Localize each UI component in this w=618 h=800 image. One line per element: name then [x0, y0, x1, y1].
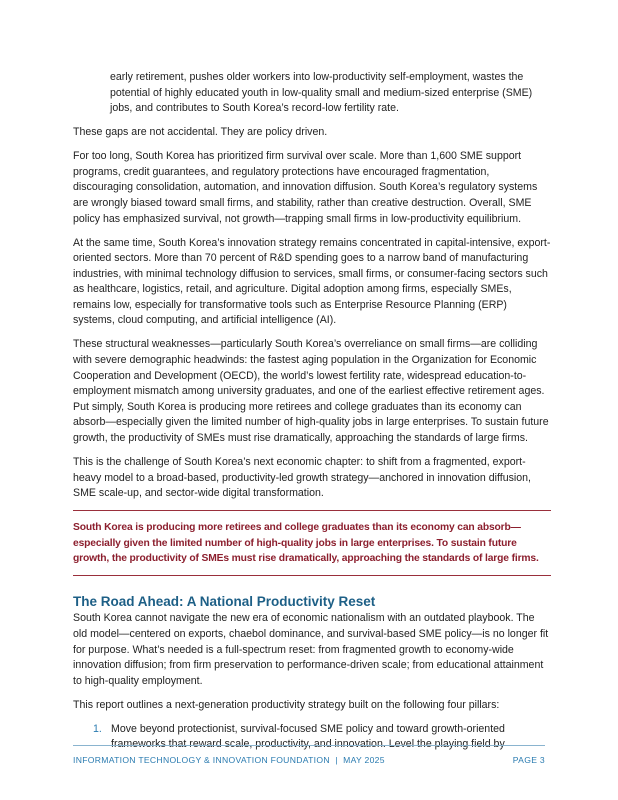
body-paragraph: This is the challenge of South Korea’s next economic chapter: to shift from a fragmented, export-heavy model to a broad-based, productivity-led growth strategy—anchored in innovation diffusion, SME scale-up, and sector-wide digital transformation. — [73, 456, 531, 500]
section-paragraph: South Korea cannot navigate the new era of economic nationalism with an outdated playbook. The old model—centered on exports, chaebol dominance, and survival-based SME policy—is no longer fit for purpose. What’s needed is a full-spectrum reset: from fragmented growth to economy-wide innovation diffusion; from firm preservation to performance-driven scale; from educational attainment to high-quality employment. — [73, 612, 549, 687]
list-item-number: 1. — [93, 722, 102, 735]
body-paragraph: These structural weaknesses—particularly South Korea’s overreliance on small firms—are colliding with severe demographic headwinds: the fastest aging population in the Organization for Economic Cooperation and Development (OECD), the world’s lowest fertility rate, widespread education-to-employment mismatch among university graduates, and one of the earliest effective retirement ages. Put simply, South Korea is producing more retirees and college graduates than its economy can absorb—especially given the limited number of high-quality jobs in large enterprises. To sustain future growth, the productivity of SMEs must rise dramatically, approaching the standards of large firms. — [73, 338, 549, 445]
section-paragraph: This report outlines a next-generation productivity strategy built on the following four pillars: — [73, 698, 500, 711]
footer-publisher: INFORMATION TECHNOLOGY & INNOVATION FOUNDATION | MAY 2025 — [73, 755, 385, 765]
list-item-text: Move beyond protectionist, survival-focused SME policy and toward growth-oriented frameworks that reward scale, productivity, and innovation. Level the playing field by — [111, 722, 505, 751]
page-footer — [73, 745, 545, 769]
body-paragraph: These gaps are not accidental. They are policy driven. — [73, 126, 328, 139]
body-paragraph: At the same time, South Korea’s innovation strategy remains concentrated in capital-intensive, export-oriented sectors. More than 70 percent of R&D spending goes to a narrow band of manufacturing industries, with minimal technology diffusion to services, small firms, or consumer-facing sectors such as healthcare, logistics, retail, and agriculture. Digital adoption among firms, especially SMEs, remains low, especially for transformative tools such as Enterprise Resource Planning (ERP) systems, cloud computing, and artificial intelligence (AI). — [73, 236, 551, 327]
page-content — [73, 70, 551, 753]
section-heading: The Road Ahead: A National Productivity Reset — [73, 594, 376, 610]
pull-quote: South Korea is producing more retirees and college graduates than its economy can absorb—especially given the limited number of high-quality jobs in large enterprises. To sustain future growth, the productivity of SMEs must rise dramatically, approaching the standards of large firms. — [73, 510, 551, 576]
footer-page-number: PAGE 3 — [512, 755, 545, 765]
body-paragraph: For too long, South Korea has prioritized firm survival over scale. More than 1,600 SME support programs, credit guarantees, and regulatory protections have encouraged fragmentation, discouraging consolidation, automation, and innovation diffusion. South Korea’s regulatory systems are wrongly biased toward small firms, and stability, rather than creative destruction. Overall, SME policy has emphasized survival, not growth—trapping small firms in low-productivity equilibrium. — [73, 150, 538, 225]
continued-paragraph: early retirement, pushes older workers into low-productivity self-employment, wastes the potential of highly educated youth in low-quality small and medium-sized enterprise (SME) jobs, and contributes to South Korea’s record-low fertility rate. — [110, 71, 533, 115]
